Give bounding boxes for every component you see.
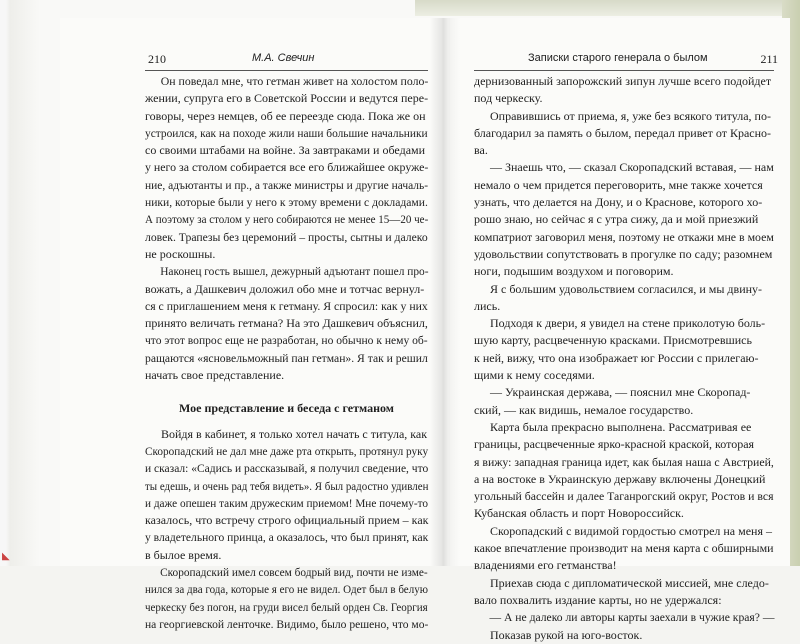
- right-header-rule: [474, 70, 774, 71]
- text-line: я вижу: западная граница идет, как былая наша с Австрией,: [474, 454, 774, 469]
- text-line: удовольствии сопутствовать в прогулке по саду; разомнем: [474, 246, 773, 261]
- text-line: щими к нему соседями.: [474, 368, 595, 383]
- text-line: начать свое представление.: [145, 368, 285, 383]
- text-line: жении, супруга его в Советской России и ведутся пере-: [145, 91, 429, 106]
- text-line: какое впечатление производит на меня карта с обширными: [474, 541, 774, 556]
- text-line: ва.: [474, 143, 488, 158]
- text-line: Наконец гость вышел, дежурный адъютант пошел про-: [160, 264, 429, 279]
- text-line: ты едешь, и очень рад тебя видеть». Я был радостно удивлен: [145, 478, 429, 493]
- text-line: благодарил за память о былом, передал привет от Красно-: [474, 125, 772, 140]
- text-line: Я с большим удовольствием согласился, и мы двину-: [490, 281, 763, 296]
- text-line: у него за столом собирается все его ближайшее окруже-: [145, 160, 429, 175]
- text-line: под черкеску.: [474, 91, 543, 106]
- right-page-header: [470, 52, 778, 68]
- right-page-text: [474, 73, 774, 644]
- text-line: вало похвалить издание карты, но не удержался:: [474, 592, 722, 607]
- text-line: и сказал: «Садись и рассказывай, я получил сведение, что: [145, 461, 429, 476]
- text-line: — Знаешь что, — сказал Скоропадский вставая, — нам: [490, 160, 774, 175]
- text-line: шую карту, расцвеченную красками. Присмотревшись: [474, 333, 752, 348]
- text-line: черкеску без погон, на груди висел белый орден Св. Георгия: [145, 599, 428, 614]
- text-line: угольный бассейн и далее Таганрогский округ, Ростов и вся: [474, 489, 774, 504]
- text-line: принято величать гетмана? На это Дашкевич объяснил,: [145, 316, 428, 331]
- text-line: говоры, через немцев, об ее переезде сюда. Пока же он: [145, 108, 426, 123]
- left-page-header: [140, 52, 430, 68]
- text-line: Карта была прекрасно выполнена. Рассматривая ее: [490, 419, 752, 434]
- book-gutter: [430, 18, 460, 566]
- text-line: Приехав сюда с дипломатической миссией, мне следо-: [490, 575, 769, 590]
- left-page-text: [145, 73, 428, 633]
- text-line: нился за два года, которые я его не видел. Одет был в белую: [145, 582, 428, 597]
- section-heading: Мое представление и беседа с гетманом: [179, 401, 394, 416]
- text-line: немало о чем придется переговорить, мне также хочется: [474, 177, 763, 192]
- text-line: устроился, как на походе жили наши большие начальники: [145, 125, 428, 140]
- text-line: Подходя к двери, я увидел на стене приколотую боль-: [490, 316, 766, 331]
- right-running-head: Записки старого генерала о былом: [528, 52, 708, 64]
- text-line: — А не далеко ли авторы карты заехали в чужие края? —: [489, 610, 775, 625]
- text-line: рошо знаю, но сейчас я с утра сижу, да и мой приезжий: [474, 212, 759, 227]
- text-line: Оправившись от приема, я, уже без всякого титула, по-: [490, 108, 771, 123]
- scanner-mat-top: [415, 0, 800, 16]
- text-line: ский, — как видишь, немалое государство.: [474, 402, 694, 417]
- text-line: границы, расцвеченные ярко-красной краской, которая: [474, 437, 755, 452]
- left-page-number: 210: [148, 52, 166, 66]
- text-line: а на востоке в Украинскую державу включены Донецкий: [474, 471, 766, 486]
- text-line: со своими штабами на войне. За завтраками и обедами: [145, 143, 426, 158]
- text-line: компатриот заговорил меня, поэтому не откажи мне в моем: [474, 229, 774, 244]
- text-line: А поэтому за столом у него собираются не менее 15—20 че-: [145, 212, 429, 227]
- text-line: и даже опешен таким дружеским приемом! Мне почему-то: [145, 495, 429, 510]
- left-header-rule: [145, 70, 428, 71]
- text-line: на георгиевской ленточке. Видимо, было решено, что мо-: [145, 616, 429, 631]
- text-line: ловек. Трапезы без церемоний – просты, сытны и далеко: [145, 229, 428, 244]
- text-line: к ней, вижу, что она изображает юг России с прилегаю-: [474, 350, 759, 365]
- text-line: Скоропадский не дал мне даже рта открыть, протянул руку: [145, 443, 429, 458]
- text-line: не роскошны.: [145, 246, 216, 261]
- right-page-number: 211: [760, 52, 778, 66]
- text-line: ние, адъютанты и пр., а также министры и другие началь-: [145, 177, 429, 192]
- text-line: вожать, а Дашкевич доложил обо мне и тотчас вернул-: [145, 281, 425, 296]
- scanner-mark-icon: ◣: [2, 551, 10, 562]
- text-line: ники, которые были у него к этому времени с докладами.: [145, 195, 428, 210]
- text-line: владениями его гетманства!: [474, 558, 617, 573]
- text-line: казалось, что встречу строго официальный прием – как: [145, 513, 429, 528]
- text-line: ращаются «ясновельможный пан гетман». Я так и решил: [145, 350, 428, 365]
- text-line: в былое время.: [145, 547, 222, 562]
- text-line: Кубанская область и порт Новороссийск.: [474, 506, 684, 521]
- text-line: лись.: [474, 298, 501, 313]
- text-line: Скоропадский имел совсем бодрый вид, почти не изме-: [160, 565, 428, 580]
- text-line: Войдя в кабинет, я только хотел начать с титула, как: [161, 426, 428, 441]
- text-line: Он поведал мне, что гетман живет на холостом поло-: [160, 74, 429, 88]
- text-line: ноги, подышим воздухом и поговорим.: [474, 264, 674, 279]
- text-line: дернизованный запорожский зипун лучше всего подойдет: [474, 74, 772, 88]
- text-line: узнать, что делается на Дону, и о Краснове, которого хо-: [474, 195, 763, 210]
- text-line: ся с приглашением меня к гетману. Я спросил: как у них: [145, 298, 428, 313]
- text-line: Скоропадский с видимой гордостью смотрел на меня –: [490, 523, 772, 538]
- text-line: — Украинская держава, — пояснил мне Скоропад-: [490, 385, 751, 400]
- text-line: что этот вопрос еще не разработан, но обычно к нему об-: [145, 333, 428, 348]
- text-line: Показав рукой на юго-восток.: [490, 627, 643, 642]
- text-line: у владетельного принца, а оказалось, что был принят, как: [145, 530, 429, 545]
- left-running-head: М.А. Свечин: [252, 52, 315, 64]
